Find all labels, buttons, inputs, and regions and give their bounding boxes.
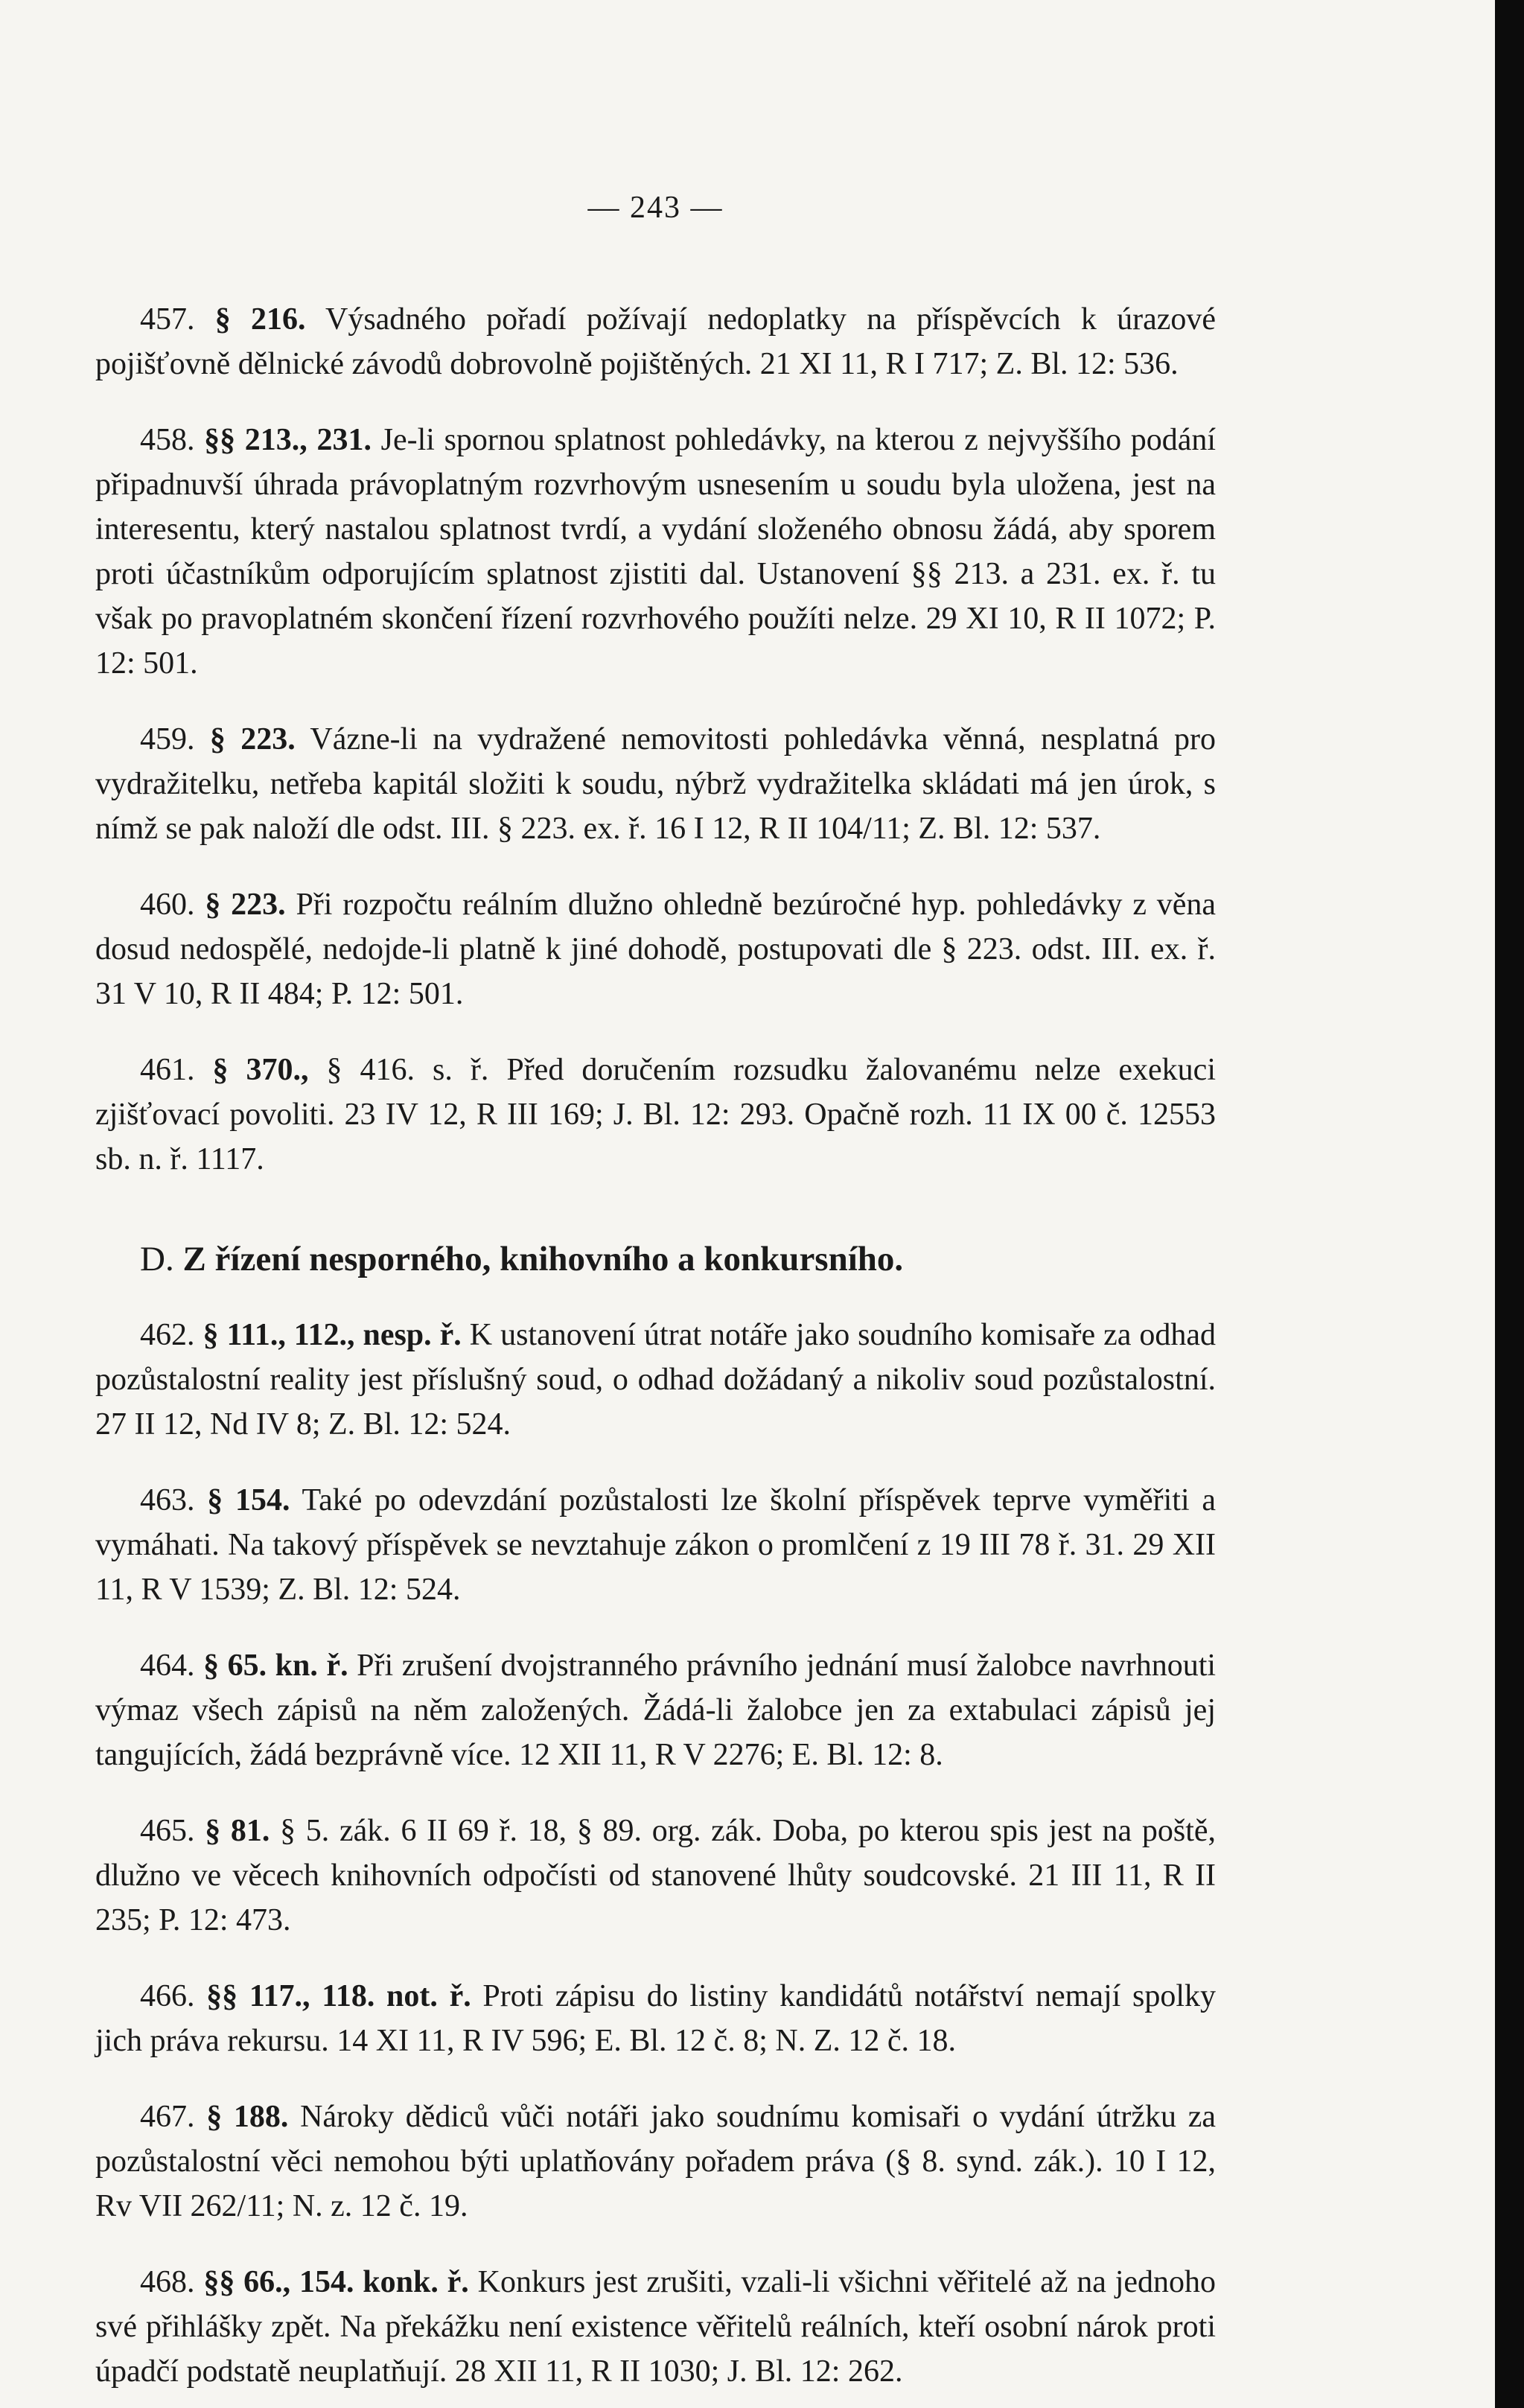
entry-text: § 5. zák. 6 II 69 ř. 18, § 89. org. zák. Doba, po kterou spis jest na poště, dlužno ve věcech knihovních odpočísti od stanovené lhůty soudcovské. 21 III 11, R II 235; P. 12: 473. [95,1814,1217,1937]
section-heading [140,1237,1216,1281]
entry-text: Při rozpočtu reálním dlužno ohledně bezúročné hyp. pohledávky z věna dosud nedospělé, nedojde-li platně k jiné dohodě, postupovati dle § 223. odst. III. ex. ř. 31 V 10, R II 484; P. 12: 501. [95,888,1217,1011]
entry-464 [95,1643,1216,1777]
page-number: — 243 — [587,191,724,225]
entry-text: Vázne-li na vydražené nemovitosti pohledávka věnná, nesplatná pro vydražitelku, netřeba kapitál složiti k soudu, nýbrž vydražitelka skládati má jen úrok, s nímž se pak naloží dle odst. III. § 223. ex. ř. 16 I 12, R II 104/11; Z. Bl. 12: 537. [95,722,1217,846]
entry-number: 457. [140,302,195,337]
section-title: Z řízení nesporného, knihovního a konkursního. [182,1240,904,1278]
entries-group-b [95,1313,1216,2394]
entry-number: 467. [140,2100,195,2134]
entry-457 [95,297,1216,386]
entry-458 [95,418,1216,686]
entries-group-a [95,297,1216,1182]
entry-reference: § 111., 112., nesp. ř. [203,1318,462,1352]
entry-468 [95,2260,1216,2394]
entry-reference: §§ 66., 154. konk. ř. [203,2265,469,2299]
entry-number: 462. [140,1318,195,1352]
entry-reference: § 223. [205,888,286,922]
entry-462 [95,1313,1216,1447]
entry-reference: § 188. [206,2100,289,2134]
entry-467 [95,2095,1216,2229]
entry-number: 468. [140,2265,195,2299]
entry-459 [95,717,1216,851]
entry-reference: § 81. [205,1814,270,1848]
section-letter: D. [140,1240,174,1278]
entry-number: 458. [140,423,195,457]
entry-text: Výsadného pořadí požívají nedoplatky na příspěvcích k úrazové pojišťovně dělnické závodů dobrovolně pojištěných. 21 XI 11, R I 717; Z. Bl. 12: 536. [95,302,1216,381]
entry-text: § 416. s. ř. Před doručením rozsudku žalovanému nelze exekuci zjišťovací povoliti. 23 IV 12, R III 169; J. Bl. 12: 293. Opačně rozh. 11 IX 00 č. 12553 sb. n. ř. 1117. [95,1053,1216,1176]
entry-text: Při zrušení dvojstranného právního jednání musí žalobce navrhnouti výmaz všech zápisů na něm založených. Žádá-li žalobce jen za extabulaci zápisů jej tangujících, žádá bezprávně více. 12 XII 11, R V 2276; E. Bl. 12: 8. [95,1649,1217,1772]
entry-465 [95,1809,1216,1943]
entry-number: 465. [140,1814,195,1848]
entry-number: 459. [140,722,195,757]
entry-number: 460. [140,888,195,922]
entry-text: Nároky dědiců vůči notáři jako soudnímu komisaři o vydání útržku za pozůstalostní věci nemohou býti uplatňovány pořadem práva (§ 8. synd. zák.). 10 I 12, Rv VII 262/11; N. z. 12 č. 19. [95,2100,1216,2223]
entry-reference: § 216. [214,302,306,337]
entry-460 [95,882,1216,1016]
entry-reference: § 154. [207,1483,290,1517]
entry-number: 466. [140,1979,195,2013]
entry-reference: § 65. kn. ř. [203,1649,348,1683]
entry-number: 464. [140,1649,195,1683]
entry-text: Konkurs jest zrušiti, vzali-li všichni věřitelé až na jednoho své přihlášky zpět. Na překážku není existence věřitelů reálních, kteří osobní nárok proti úpadčí podstatě neuplatňují. 28 XII 11, R II 1030; J. Bl. 12: 262. [95,2265,1217,2389]
entry-466 [95,1974,1216,2063]
entry-text: K ustanovení útrat notáře jako soudního komisaře za odhad pozůstalostní reality jest příslušný soud, o odhad dožádaný a nikoliv soud pozůstalostní. 27 II 12, Nd IV 8; Z. Bl. 12: 524. [95,1318,1217,1442]
entry-number: 461. [140,1053,195,1087]
entry-text: Proti zápisu do listiny kandidátů notářství nemají spolky jich práva rekursu. 14 XI 11, R IV 596; E. Bl. 12 č. 8; N. Z. 12 č. 18. [95,1979,1216,2058]
scan-edge [1495,0,1524,2408]
entry-463 [95,1478,1216,1612]
entry-number: 463. [140,1483,195,1517]
entry-reference: §§ 213., 231. [204,423,372,457]
entry-reference: §§ 117., 118. not. ř. [206,1979,471,2013]
entry-461 [95,1048,1216,1182]
page-content [95,190,1216,2408]
entry-reference: § 223. [209,722,296,757]
entry-text: Také po odevzdání pozůstalosti lze školní příspěvek teprve vyměřiti a vymáhati. Na takový příspěvek se nevztahuje zákon o promlčení z 19 III 78 ř. 31. 29 XII 11, R V 1539; Z. Bl. 12: 524. [95,1483,1217,1607]
entry-text: Je-li spornou splatnost pohledávky, na kterou z nejvyššího podání připadnuvší úhrada právoplatným rozvrhovým usnesením u soudu byla uložena, jest na interesentu, který nastalou splatnost tvrdí, a vydání složeného obnosu žádá, aby sporem proti účastníkům odporujícím splatnost zjistiti dal. Ustanovení §§ 213. a 231. ex. ř. tu však po pravoplatném skončení řízení rozvrhového použíti nelze. 29 XI 10, R II 1072; P. 12: 501. [95,423,1217,681]
entry-reference: § 370., [212,1053,309,1087]
